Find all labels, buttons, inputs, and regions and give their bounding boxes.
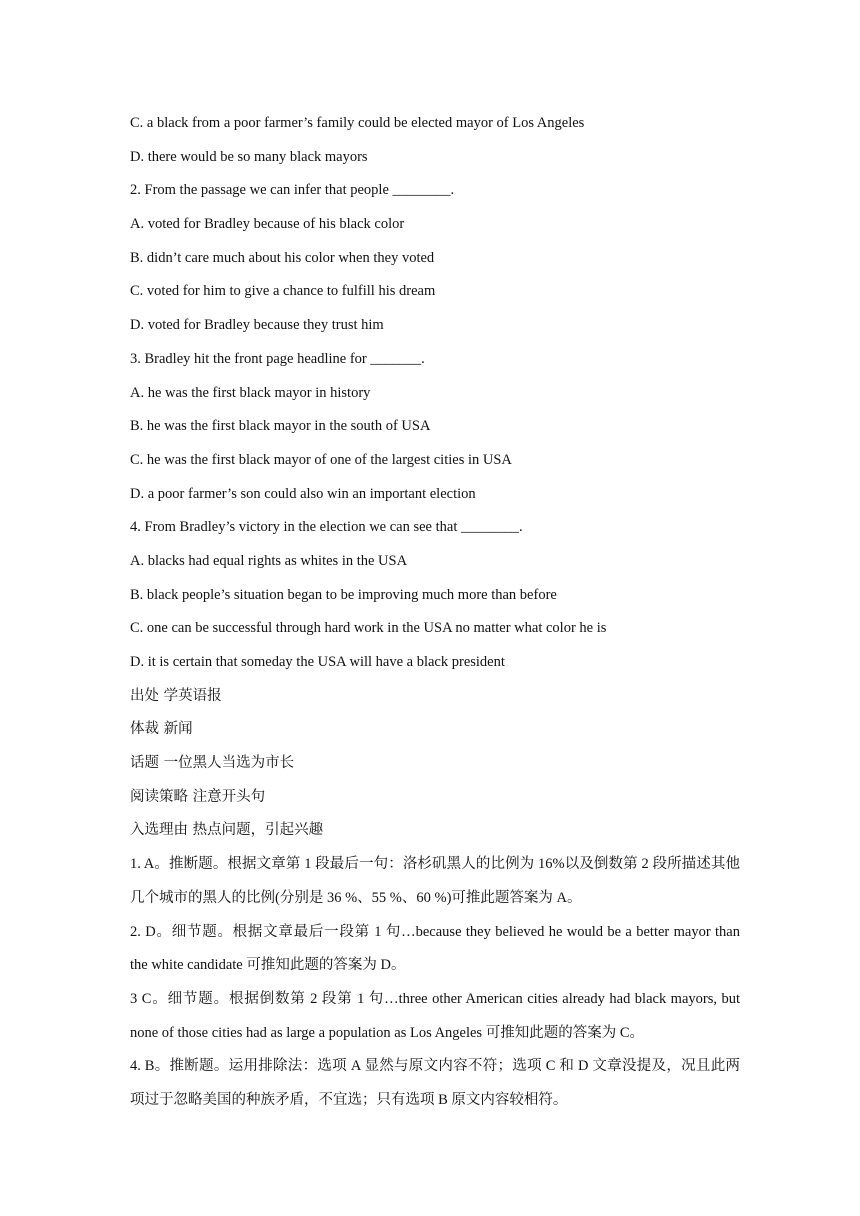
option-1d: D. there would be so many black mayors bbox=[130, 148, 368, 165]
option-2c: C. voted for him to give a chance to fulfill his dream bbox=[130, 283, 436, 300]
answer-4: 4. B。推断题。运用排除法：选项 A 显然与原文内容不符；选项 C 和 D 文章没提及，况且此两项过于忽略美国的种族矛盾，不宜选；只有选项 B 原文内容较相符。 bbox=[130, 1058, 740, 1109]
option-4a: A. blacks had equal rights as whites in the USA bbox=[130, 552, 408, 569]
question-2: 2. From the passage we can infer that people ________. bbox=[130, 182, 455, 199]
option-2a: A. voted for Bradley because of his black color bbox=[130, 216, 405, 233]
genre-line: 体裁 新闻 bbox=[130, 721, 193, 738]
strategy-line: 阅读策略 注意开头句 bbox=[130, 788, 266, 805]
answer-1: 1. A。推断题。根据文章第 1 段最后一句：洛杉矶黑人的比例为 16%以及倒数第 2 段所描述其他几个城市的黑人的比例(分别是 36 %、55 %、60 %)可推此题答案为 A。 bbox=[130, 856, 740, 906]
question-4: 4. From Bradley’s victory in the election we can see that ________. bbox=[130, 519, 523, 536]
document-page bbox=[130, 107, 740, 1118]
option-4d: D. it is certain that someday the USA will have a black president bbox=[130, 654, 505, 670]
option-3a: A. he was the first black mayor in history bbox=[130, 384, 371, 401]
question-3: 3. Bradley hit the front page headline for _______. bbox=[130, 350, 425, 367]
option-2d: D. voted for Bradley because they trust him bbox=[130, 317, 384, 334]
answer-3: 3 C。细节题。根据倒数第 2 段第 1 句…three other American cities already had black mayors, but none of those cities had as large a population as Los Angeles 可推知此题的答案为 C。 bbox=[130, 990, 740, 1041]
option-3c: C. he was the first black mayor of one of the largest cities in USA bbox=[130, 451, 512, 468]
topic-line: 话题 一位黑人当选为市长 bbox=[130, 755, 295, 772]
option-2b: B. didn’t care much about his color when they voted bbox=[130, 249, 435, 266]
option-3d: D. a poor farmer’s son could also win an important election bbox=[130, 485, 476, 502]
answer-2: 2. D。细节题。根据文章最后一段第 1 句…because they believed he would be a better mayor than the white candidate 可推知此题的答案为 D。 bbox=[130, 923, 740, 974]
option-4c: C. one can be successful through hard work in the USA no matter what color he is bbox=[130, 620, 607, 637]
option-3b: B. he was the first black mayor in the south of USA bbox=[130, 418, 431, 435]
source-line: 出处 学英语报 bbox=[130, 687, 222, 704]
reason-line: 入选理由 热点问题，引起兴趣 bbox=[130, 822, 324, 839]
option-1c: C. a black from a poor farmer’s family could be elected mayor of Los Angeles bbox=[130, 115, 585, 131]
option-4b: B. black people’s situation began to be improving much more than before bbox=[130, 586, 557, 603]
